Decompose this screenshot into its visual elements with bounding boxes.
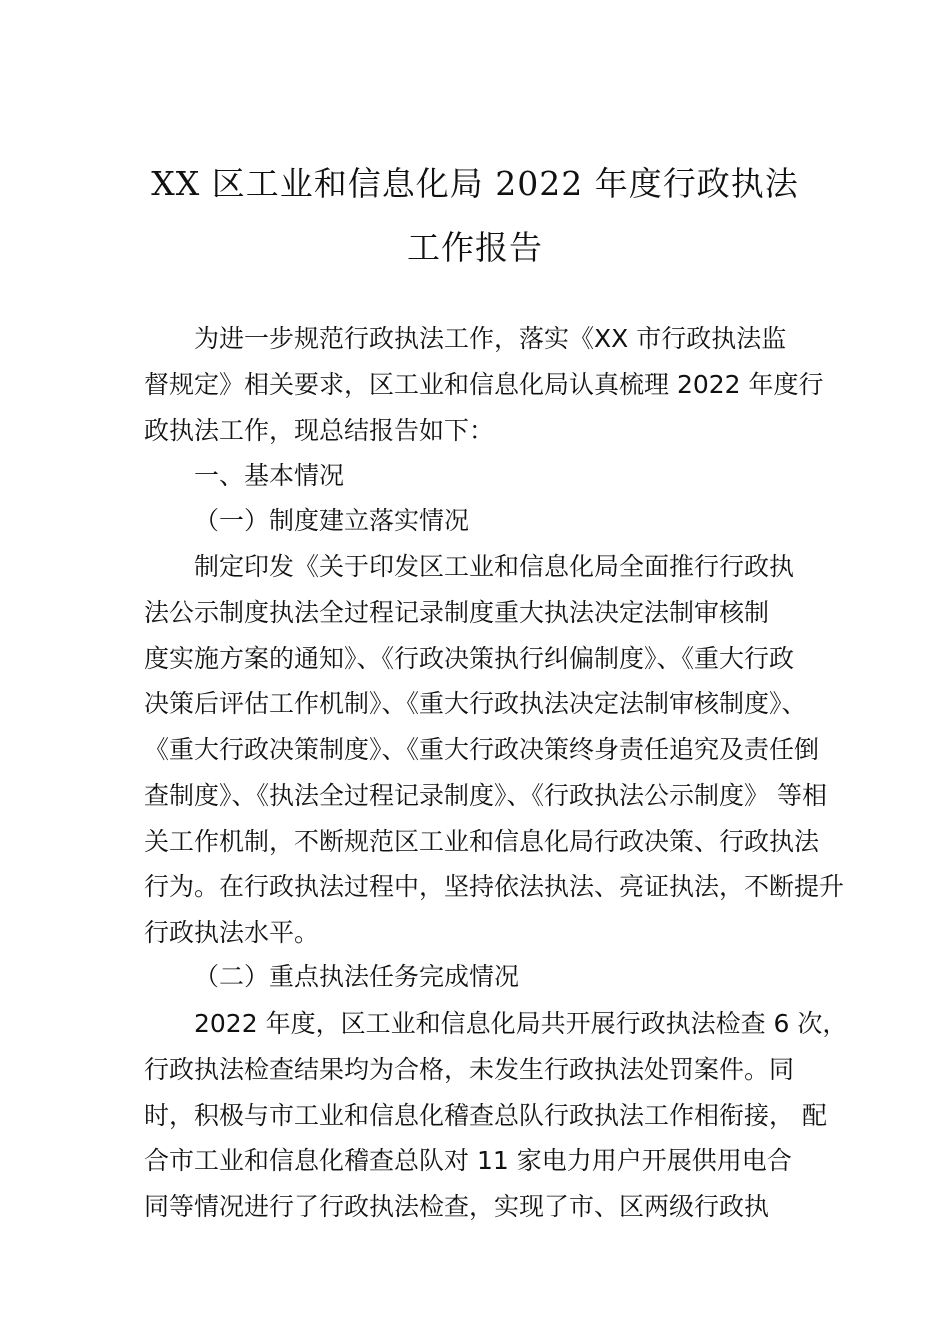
paragraph-line: 《重大行政决策制度》、《重大行政决策终身责任追究及责任倒 <box>144 735 820 764</box>
paragraph-line: 政执法工作，现总结报告如下： <box>144 416 495 445</box>
paragraph-line: 度实施方案的通知》、《行政决策执行纠偏制度》、《重大行政 <box>144 644 795 673</box>
paragraph-line: 查制度》、《执法全过程记录制度》、《行政执法公示制度》 等相 <box>144 781 827 810</box>
paragraph-line: 督规定》相关要求，区工业和信息化局认真梳理 2022 年度行 <box>144 370 824 399</box>
paragraph-line: 行政执法水平。 <box>144 918 320 947</box>
subsection-heading-1: （一）制度建立落实情况 <box>194 506 470 535</box>
paragraph-line: 制定印发《关于印发区工业和信息化局全面推行行政执 <box>194 552 795 581</box>
paragraph-line: 同等情况进行了行政执法检查，实现了市、区两级行政执 <box>144 1192 770 1221</box>
paragraph-line: 行为。在行政执法过程中，坚持依法执法、亮证执法，不断提升 <box>144 872 845 901</box>
paragraph-line: 合市工业和信息化稽查总队对 11 家电力用户开展供用电合 <box>144 1146 792 1175</box>
paragraph-line: 行政执法检查结果均为合格，未发生行政执法处罚案件。同 <box>144 1055 795 1084</box>
section-heading-basic: 一、基本情况 <box>194 461 345 490</box>
paragraph-line: 法公示制度执法全过程记录制度重大执法决定法制审核制 <box>144 598 770 627</box>
document-title-line-1: XX 区工业和信息化局 2022 年度行政执法 <box>151 164 799 203</box>
paragraph-line: 决策后评估工作机制》、《重大行政执法决定法制审核制度》、 <box>144 689 807 718</box>
document-title-line-2: 工作报告 <box>407 228 543 267</box>
paragraph-line: 时，积极与市工业和信息化稽查总队行政执法工作相衔接， 配 <box>144 1101 827 1130</box>
paragraph-line: 2022 年度，区工业和信息化局共开展行政执法检查 6 次， <box>194 1009 848 1038</box>
subsection-heading-2: （二）重点执法任务完成情况 <box>194 962 520 991</box>
paragraph-line: 关工作机制，不断规范区工业和信息化局行政决策、行政执法 <box>144 827 820 856</box>
paragraph-line: 为进一步规范行政执法工作，落实《XX 市行政执法监 <box>194 324 787 353</box>
